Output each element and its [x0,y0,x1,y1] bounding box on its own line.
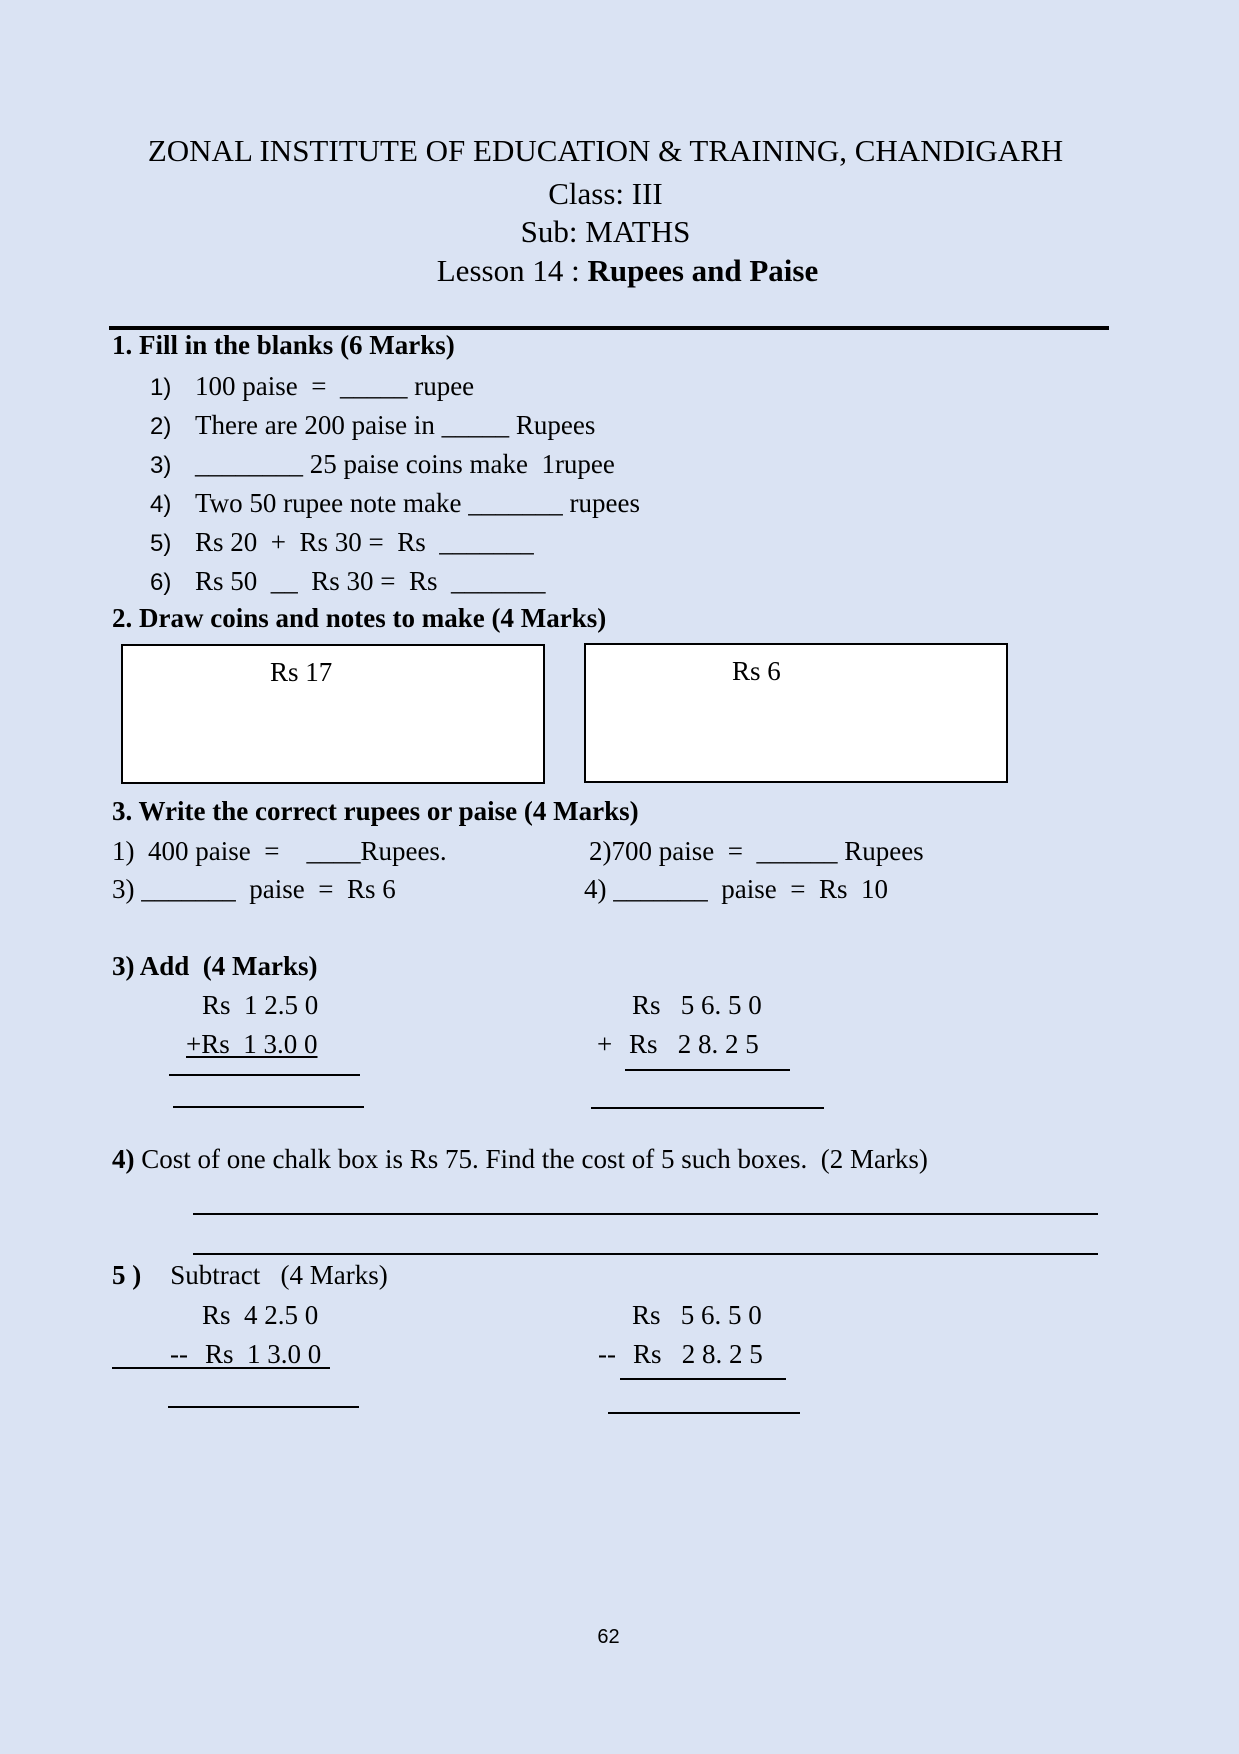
add-right-sign: + [597,1029,613,1059]
answer-line [625,1069,790,1071]
fill-blank-item: 100 paise = _____ rupee [195,371,475,401]
draw-box-rs17[interactable] [121,644,545,784]
answer-line [168,1406,359,1408]
fill-blank-item: Rs 20 + Rs 30 = Rs _______ [195,527,534,557]
sub-left-line1: Rs 4 2.5 0 [202,1300,319,1330]
subject-label: Sub: MATHS [520,214,691,249]
item-number: 5) [150,530,172,557]
word-problem [112,1144,928,1175]
item-number: 4) [150,491,172,518]
page-number: 62 [597,1626,620,1648]
section1-heading: 1. Fill in the blanks (6 Marks) [112,330,455,360]
conversion-q2: 2)700 paise = ______ Rupees [589,836,924,866]
answer-line [608,1412,800,1414]
box-label: Rs 17 [270,657,333,687]
sub-left-line2: Rs 1 3.0 0 [205,1339,322,1369]
lesson-prefix: Lesson 14 : [436,253,588,288]
subtract-text: Subtract (4 Marks) [170,1260,388,1290]
institute-title: ZONAL INSTITUTE OF EDUCATION & TRAINING, CHANDIGARH [147,133,1064,168]
conversion-q3: 3) _______ paise = Rs 6 [112,874,396,904]
subtract-label: 5 ) [112,1260,142,1290]
fill-blank-item: Two 50 rupee note make _______ rupees [195,488,640,518]
subtract-heading [112,1260,388,1291]
draw-box-rs6[interactable] [584,643,1008,783]
class-label: Class: III [548,176,663,211]
problem-text: Cost of one chalk box is Rs 75. Find the cost of 5 such boxes. (2 Marks) [134,1144,928,1174]
sub-right-line2: Rs 2 8. 2 5 [633,1339,763,1369]
add-heading: 3) Add (4 Marks) [112,951,318,981]
conversion-q4: 4) _______ paise = Rs 10 [584,874,888,904]
lesson-name: Rupees and Paise [587,253,819,288]
sub-right-sign: -- [598,1339,616,1369]
item-number: 6) [150,569,172,596]
add-left-line2: +Rs 1 3.0 0 [186,1029,318,1059]
problem-label: 4) [112,1144,135,1174]
add-left-line1: Rs 1 2.5 0 [202,990,319,1020]
section3-heading: 3. Write the correct rupees or paise (4 Marks) [112,796,639,826]
answer-line [173,1106,364,1108]
fill-blank-item: ________ 25 paise coins make 1rupee [195,449,615,479]
conversion-q1: 1) 400 paise = ____Rupees. [112,836,447,866]
item-number: 1) [150,374,172,401]
answer-line [193,1253,1098,1255]
sub-right-line1: Rs 5 6. 5 0 [632,1300,762,1330]
fill-blank-item: Rs 50 __ Rs 30 = Rs _______ [195,566,546,596]
answer-line [193,1213,1098,1215]
item-number: 2) [150,413,172,440]
add-right-line1: Rs 5 6. 5 0 [632,990,762,1020]
add-right-line2: Rs 2 8. 2 5 [629,1029,759,1059]
lesson-title [0,253,1239,289]
answer-line [620,1378,786,1380]
answer-line [112,1367,330,1369]
box-label: Rs 6 [732,656,781,686]
sub-left-sign: -- [170,1339,188,1369]
answer-line [169,1074,360,1076]
answer-line [591,1107,824,1109]
item-number: 3) [150,452,172,479]
section2-heading: 2. Draw coins and notes to make (4 Marks) [112,603,607,633]
fill-blank-item: There are 200 paise in _____ Rupees [195,410,596,440]
